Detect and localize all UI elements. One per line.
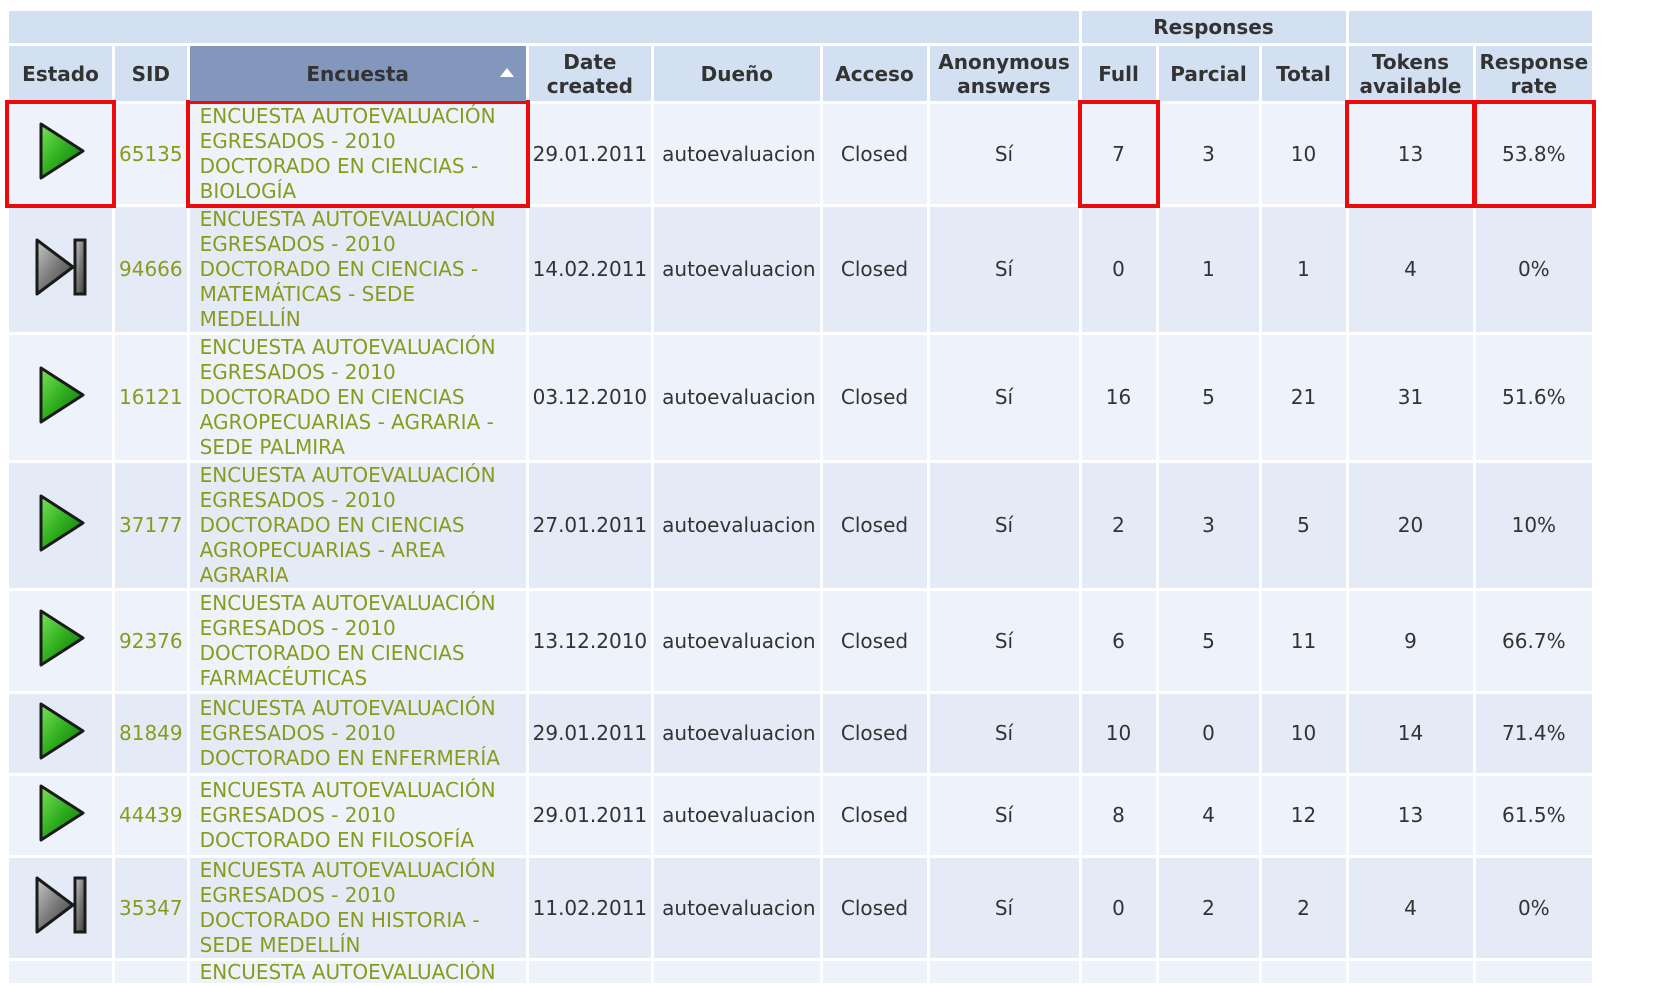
play-icon <box>31 118 91 184</box>
survey-title-cell <box>190 961 526 983</box>
total-responses-cell-value: 11 <box>1290 628 1317 653</box>
anonymous-cell-value: Sí <box>994 628 1014 653</box>
sid-cell <box>115 858 187 958</box>
partial-responses-cell <box>1159 694 1259 773</box>
date-created-cell-value: 29.01.2011 <box>532 141 648 166</box>
access-cell <box>823 104 927 204</box>
date-created-cell <box>529 335 652 460</box>
survey-title-cell <box>190 591 526 691</box>
survey-status-button[interactable] <box>31 780 91 852</box>
survey-title-link[interactable]: ENCUESTA AUTOEVALUACIÓN EGRESADOS - 2010 DOCTORADO EN HISTORIA - SEDE MEDELLÍN <box>199 858 496 957</box>
survey-title-cell <box>190 858 526 958</box>
table-row <box>9 463 1592 588</box>
full-responses-cell-value: 8 <box>1112 803 1125 827</box>
anonymous-cell <box>930 694 1079 773</box>
table-row <box>9 858 1592 958</box>
tokens-available-cell <box>1349 463 1473 588</box>
status-cell <box>9 463 112 588</box>
survey-status-button[interactable] <box>31 118 91 190</box>
response-rate-cell-value: 71.4% <box>1502 721 1566 745</box>
access-cell-value: Closed <box>840 721 909 745</box>
partial-cell <box>1349 961 1473 983</box>
col-rate[interactable]: Response rate <box>1476 46 1593 101</box>
survey-title-link[interactable]: ENCUESTA AUTOEVALUACIÓN EGRESADOS - 2010 DOCTORADO EN CIENCIAS FARMACÉUTICAS <box>199 591 496 690</box>
play-icon <box>31 698 91 764</box>
partial-cell <box>1082 961 1156 983</box>
survey-status-button[interactable] <box>31 698 91 770</box>
full-responses-cell <box>1082 335 1156 460</box>
sid-cell <box>115 776 187 855</box>
date-created-cell-value: 13.12.2010 <box>532 628 648 653</box>
sid-link[interactable]: 35347 <box>119 895 183 920</box>
owner-cell <box>654 591 819 691</box>
full-responses-cell-value: 7 <box>1112 141 1125 166</box>
col-date-created[interactable]: Date created <box>529 46 652 101</box>
access-cell-value: Closed <box>840 257 909 281</box>
anonymous-cell-value: Sí <box>994 513 1014 537</box>
date-created-cell <box>529 207 652 332</box>
partial-responses-cell-value: 2 <box>1202 895 1215 920</box>
partial-responses-cell-value: 0 <box>1202 721 1215 745</box>
access-cell <box>823 207 927 332</box>
total-responses-cell <box>1262 694 1346 773</box>
anonymous-cell <box>930 207 1079 332</box>
play-icon <box>31 780 91 846</box>
response-rate-cell-value: 51.6% <box>1502 385 1566 409</box>
owner-cell <box>654 104 819 204</box>
survey-title-link[interactable]: ENCUESTA AUTOEVALUACIÓN EGRESADOS - 2010 DOCTORADO EN FILOSOFÍA <box>199 778 496 852</box>
total-responses-cell-value: 2 <box>1297 895 1310 920</box>
survey-title-cell <box>190 694 526 773</box>
survey-title-cell <box>190 335 526 460</box>
access-cell <box>823 776 927 855</box>
partial-cell <box>115 961 187 983</box>
sid-link[interactable]: 44439 <box>119 803 183 827</box>
owner-cell-value: autoevaluacion <box>662 385 816 409</box>
table-row <box>9 335 1592 460</box>
access-cell-value: Closed <box>840 141 909 166</box>
access-cell-value: Closed <box>840 628 909 653</box>
date-created-cell <box>529 776 652 855</box>
partial-cell <box>1262 961 1346 983</box>
col-acceso[interactable]: Acceso <box>823 46 927 101</box>
sid-cell <box>115 207 187 332</box>
access-cell-value: Closed <box>840 803 909 827</box>
status-cell <box>9 207 112 332</box>
total-responses-cell-value: 5 <box>1297 513 1310 537</box>
survey-status-button[interactable] <box>31 362 91 434</box>
owner-cell-value: autoevaluacion <box>662 141 816 166</box>
anonymous-cell-value: Sí <box>994 141 1014 166</box>
survey-title-cell <box>190 207 526 332</box>
full-responses-cell <box>1082 104 1156 204</box>
survey-title-cell <box>190 463 526 588</box>
partial-cell <box>529 961 652 983</box>
date-created-cell-value: 29.01.2011 <box>532 803 648 827</box>
sid-link[interactable]: 92376 <box>119 628 183 653</box>
total-responses-cell <box>1262 335 1346 460</box>
anonymous-cell-value: Sí <box>994 721 1014 745</box>
anonymous-cell-value: Sí <box>994 895 1014 920</box>
sort-ascending-icon <box>500 68 514 77</box>
survey-title-cell <box>190 104 526 204</box>
anonymous-cell <box>930 858 1079 958</box>
tokens-available-cell-value: 31 <box>1397 385 1424 409</box>
partial-responses-cell <box>1159 335 1259 460</box>
full-responses-cell-value: 6 <box>1112 628 1125 653</box>
response-rate-cell-value: 53.8% <box>1502 141 1566 166</box>
sid-link[interactable]: 16121 <box>119 385 183 409</box>
survey-title-cell <box>190 776 526 855</box>
anonymous-cell-value: Sí <box>994 257 1014 281</box>
response-rate-cell <box>1476 463 1593 588</box>
sid-cell <box>115 694 187 773</box>
full-responses-cell <box>1082 463 1156 588</box>
survey-table <box>6 8 1595 986</box>
total-responses-cell <box>1262 591 1346 691</box>
status-cell <box>9 335 112 460</box>
total-responses-cell <box>1262 104 1346 204</box>
total-responses-cell-value: 12 <box>1290 803 1317 827</box>
table-row <box>9 776 1592 855</box>
table-row-partial <box>9 961 1592 983</box>
total-responses-cell-value: 1 <box>1297 257 1310 281</box>
date-created-cell-value: 03.12.2010 <box>532 385 648 409</box>
full-responses-cell-value: 0 <box>1112 257 1125 281</box>
play-icon <box>31 362 91 428</box>
date-created-cell <box>529 104 652 204</box>
col-estado[interactable]: Estado <box>9 46 112 101</box>
full-responses-cell-value: 2 <box>1112 513 1125 537</box>
survey-title-link[interactable]: ENCUESTA AUTOEVALUACIÓN EGRESADOS - 2010 DOCTORADO EN CIENCIAS AGROPECUARIAS - AREA AGRARIA <box>199 463 496 587</box>
sid-cell <box>115 591 187 691</box>
date-created-cell-value: 14.02.2011 <box>532 257 648 281</box>
header-group-row <box>9 11 1592 43</box>
response-rate-cell-value: 61.5% <box>1502 803 1566 827</box>
partial-responses-cell <box>1159 776 1259 855</box>
col-encuesta-label: Encuesta <box>306 61 409 86</box>
tokens-available-cell-value: 4 <box>1404 895 1417 920</box>
owner-cell <box>654 694 819 773</box>
date-created-cell-value: 27.01.2011 <box>532 513 648 537</box>
response-rate-cell <box>1476 694 1593 773</box>
anonymous-cell <box>930 776 1079 855</box>
total-responses-cell-value: 10 <box>1290 141 1317 166</box>
access-cell <box>823 591 927 691</box>
owner-cell <box>654 207 819 332</box>
skip-end-icon <box>31 872 91 938</box>
owner-cell-value: autoevaluacion <box>662 513 816 537</box>
response-rate-cell <box>1476 776 1593 855</box>
sid-link[interactable]: 65135 <box>119 141 183 166</box>
access-cell-value: Closed <box>840 385 909 409</box>
full-responses-cell-value: 0 <box>1112 895 1125 920</box>
survey-title-link[interactable]: ENCUESTA AUTOEVALUACIÓN EGRESADOS - 2010 DOCTORADO EN CIENCIAS - MATEMÁTICAS - SEDE MEDELLÍN <box>199 207 496 331</box>
total-responses-cell-value: 21 <box>1290 385 1317 409</box>
partial-cell <box>9 961 112 983</box>
status-cell <box>9 776 112 855</box>
col-parcial[interactable]: Parcial <box>1159 46 1259 101</box>
partial-responses-cell-value: 5 <box>1202 385 1215 409</box>
owner-cell-value: autoevaluacion <box>662 803 816 827</box>
col-sid[interactable]: SID <box>115 46 187 101</box>
skip-end-icon <box>31 234 91 300</box>
tokens-available-cell <box>1349 694 1473 773</box>
header-group-blank-right <box>1349 11 1593 43</box>
sid-cell <box>115 335 187 460</box>
status-cell <box>9 104 112 204</box>
access-cell <box>823 858 927 958</box>
partial-responses-cell-value: 3 <box>1202 141 1215 166</box>
date-created-cell <box>529 858 652 958</box>
tokens-available-cell <box>1349 776 1473 855</box>
response-rate-cell-value: 0% <box>1517 257 1550 281</box>
sid-cell <box>115 463 187 588</box>
survey-list <box>6 8 1595 986</box>
partial-responses-cell-value: 4 <box>1202 803 1215 827</box>
status-cell <box>9 858 112 958</box>
table-row <box>9 694 1592 773</box>
table-row <box>9 591 1592 691</box>
partial-cell <box>1476 961 1593 983</box>
access-cell <box>823 694 927 773</box>
partial-responses-cell-value: 5 <box>1202 628 1215 653</box>
survey-title-link[interactable]: ENCUESTA AUTOEVALUACIÓN EGRESADOS - 2010 DOCTORADO EN ENFERMERÍA <box>199 696 500 770</box>
response-rate-cell-value: 10% <box>1511 513 1557 537</box>
table-row <box>9 104 1592 204</box>
owner-cell-value: autoevaluacion <box>662 721 816 745</box>
access-cell <box>823 335 927 460</box>
tokens-available-cell-value: 13 <box>1397 141 1424 166</box>
sid-cell <box>115 104 187 204</box>
response-rate-cell-value: 66.7% <box>1502 628 1566 653</box>
partial-cell <box>654 961 819 983</box>
partial-responses-cell <box>1159 104 1259 204</box>
anonymous-cell <box>930 463 1079 588</box>
total-responses-cell <box>1262 207 1346 332</box>
access-cell-value: Closed <box>840 895 909 920</box>
tokens-available-cell-value: 4 <box>1404 257 1417 281</box>
response-rate-cell <box>1476 591 1593 691</box>
partial-cell <box>1159 961 1259 983</box>
full-responses-cell <box>1082 776 1156 855</box>
tokens-available-cell-value: 13 <box>1397 803 1424 827</box>
response-rate-cell <box>1476 207 1593 332</box>
sid-link[interactable]: 81849 <box>119 721 183 745</box>
full-responses-cell <box>1082 694 1156 773</box>
total-responses-cell <box>1262 858 1346 958</box>
full-responses-cell-value: 16 <box>1105 385 1132 409</box>
access-cell <box>823 463 927 588</box>
response-rate-cell <box>1476 104 1593 204</box>
header-row <box>9 46 1592 101</box>
sid-link[interactable]: 37177 <box>119 513 183 537</box>
response-rate-cell <box>1476 858 1593 958</box>
date-created-cell <box>529 463 652 588</box>
anonymous-cell-value: Sí <box>994 385 1014 409</box>
tokens-available-cell <box>1349 858 1473 958</box>
anonymous-cell <box>930 335 1079 460</box>
partial-responses-cell <box>1159 858 1259 958</box>
full-responses-cell <box>1082 591 1156 691</box>
date-created-cell <box>529 694 652 773</box>
responses-group-header: Responses <box>1082 11 1346 43</box>
full-responses-cell <box>1082 858 1156 958</box>
total-responses-cell-value: 10 <box>1290 721 1317 745</box>
header-group-blank <box>9 11 1079 43</box>
anonymous-cell-value: Sí <box>994 803 1014 827</box>
access-cell-value: Closed <box>840 513 909 537</box>
col-encuesta[interactable] <box>190 46 526 101</box>
tokens-available-cell <box>1349 335 1473 460</box>
date-created-cell-value: 29.01.2011 <box>532 721 648 745</box>
date-created-cell <box>529 591 652 691</box>
full-responses-cell <box>1082 207 1156 332</box>
table-row <box>9 207 1592 332</box>
tokens-available-cell-value: 9 <box>1404 628 1417 653</box>
owner-cell-value: autoevaluacion <box>662 628 816 653</box>
tokens-available-cell <box>1349 104 1473 204</box>
play-icon <box>31 605 91 671</box>
col-anonymous[interactable]: Anonymous answers <box>930 46 1079 101</box>
tokens-available-cell <box>1349 591 1473 691</box>
date-created-cell-value: 11.02.2011 <box>532 895 648 920</box>
sid-link[interactable]: 94666 <box>119 257 183 281</box>
col-total[interactable]: Total <box>1262 46 1346 101</box>
tokens-available-cell-value: 20 <box>1397 513 1424 537</box>
tokens-available-cell-value: 14 <box>1397 721 1424 745</box>
survey-status-button[interactable] <box>31 872 91 944</box>
status-cell <box>9 591 112 691</box>
partial-cell <box>930 961 1079 983</box>
anonymous-cell <box>930 591 1079 691</box>
tokens-available-cell <box>1349 207 1473 332</box>
survey-status-button[interactable] <box>31 490 91 562</box>
owner-cell <box>654 858 819 958</box>
partial-responses-cell <box>1159 591 1259 691</box>
response-rate-cell <box>1476 335 1593 460</box>
partial-responses-cell <box>1159 463 1259 588</box>
partial-responses-cell-value: 1 <box>1202 257 1215 281</box>
partial-responses-cell-value: 3 <box>1202 513 1215 537</box>
status-cell <box>9 694 112 773</box>
survey-status-button[interactable] <box>31 234 91 306</box>
partial-cell <box>823 961 927 983</box>
owner-cell <box>654 776 819 855</box>
col-tokens[interactable]: Tokens available <box>1349 46 1473 101</box>
col-full[interactable]: Full <box>1082 46 1156 101</box>
play-icon <box>31 490 91 556</box>
owner-cell <box>654 463 819 588</box>
survey-title-link[interactable]: ENCUESTA AUTOEVALUACIÓN EGRESADOS - 2010 DOCTORADO EN CIENCIAS - BIOLOGÍA <box>199 104 496 203</box>
col-dueno[interactable]: Dueño <box>654 46 819 101</box>
owner-cell-value: autoevaluacion <box>662 257 816 281</box>
response-rate-cell-value: 0% <box>1517 895 1550 920</box>
total-responses-cell <box>1262 776 1346 855</box>
survey-status-button[interactable] <box>31 605 91 677</box>
owner-cell <box>654 335 819 460</box>
anonymous-cell <box>930 104 1079 204</box>
survey-title-link[interactable]: ENCUESTA AUTOEVALUACIÓN <box>199 961 496 983</box>
survey-title-link[interactable]: ENCUESTA AUTOEVALUACIÓN EGRESADOS - 2010 DOCTORADO EN CIENCIAS AGROPECUARIAS - AGRARIA - SEDE PALMIRA <box>199 335 496 459</box>
partial-responses-cell <box>1159 207 1259 332</box>
full-responses-cell-value: 10 <box>1105 721 1132 745</box>
owner-cell-value: autoevaluacion <box>662 895 816 920</box>
total-responses-cell <box>1262 463 1346 588</box>
